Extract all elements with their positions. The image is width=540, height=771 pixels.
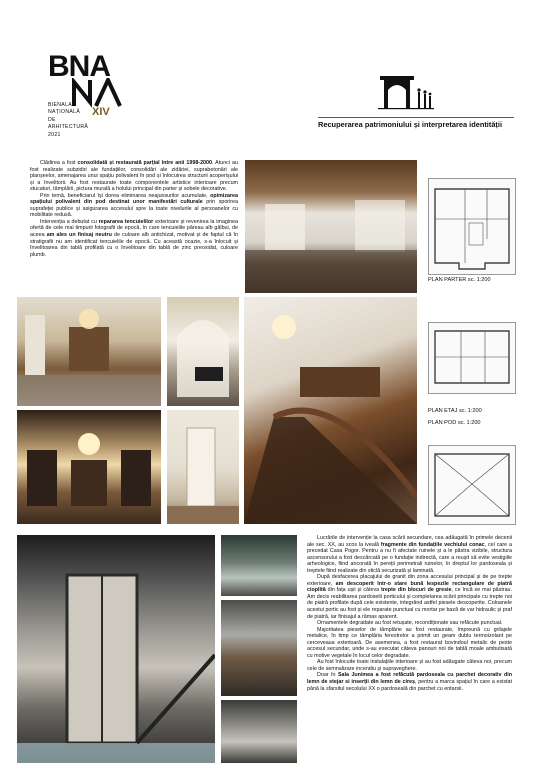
glass-detail-1: [221, 535, 297, 596]
plan-etaj-drawing: [428, 322, 516, 394]
room-photo-d: [167, 410, 239, 524]
logo-line: BIENALA: [48, 102, 73, 108]
paragraph: Doar în Sala Junimea a fost refăcută pardoseala cu parchet decorativ din lemn de stejar si inserții din lemn de cireș, pentru a marca spațiul în care a existat până la sfarsitul secolului XX o pardoseală din parchet cu entarsii.: [307, 672, 512, 692]
hall-photo: [245, 160, 417, 293]
paragraph: Au fost înlocuite toate instalațiile interioare și au fost adăugate câteva noi, precum cele de semnalizare incendiu și supraveghere.: [307, 659, 512, 672]
paragraph: Ornamentele degradate au fost retușate, recondiționate sau refăcute punctual.: [317, 620, 503, 627]
logo-line: ARHITECTURĂ: [48, 124, 89, 131]
text-block-interventions: [307, 535, 512, 692]
glass-detail-3: [221, 700, 297, 763]
header-divider: [318, 117, 514, 118]
page-title: Recuperarea patrimoniului și interpretarea identității: [318, 120, 502, 129]
text-block-intro: [30, 160, 238, 258]
lift-photo: [17, 535, 215, 763]
room-photo-c: [17, 410, 161, 524]
plan-parter-drawing: [428, 178, 516, 275]
bna-logo: [36, 44, 126, 144]
paragraph: Majoritatea pieselor de tâmplărie au fost restaurate, împreună cu grilajele metalice, în timp ce tâmplăria ferestrelor a primit un geam dublu termoizolant pe cerceveaua exterioară. De asemenea, a fost restaurat bovindoul metalic de peste accesul secundar, unde s-au executat câteva panouri noi de tablă moale ambutisată cu motive vegetale în locul celor degradate.: [307, 626, 512, 659]
room-photo-b: [167, 297, 239, 406]
heritage-arch-icon: [378, 74, 434, 114]
plan-etaj-label: PLAN ETAJ sc. 1:200: [428, 408, 482, 414]
logo-line: 2021: [48, 131, 61, 138]
logo-meta: [48, 102, 88, 139]
room-photo-a: [17, 297, 161, 406]
paragraph: Clădirea a fost consolidată și restaurată parțial între anii 1998-2000. Atunci au fost realizate subzidiri ale fundațiilor, consolidări ale zidăriei, suprabetonări ale planșeelor, amenajarea unui spațiu polivalent în pod și înlocuirea structurii acoperișului și a învelitorii. Au fost restaurate toate componentele artistice interioare precum stucaturi, tâmplării, pictura murală a holului principal din parter și sobele decorative.: [30, 160, 238, 193]
paragraph: Prin temă, beneficiarul își dorea eliminarea neajunsurilor acumulate, opimizarea spațiului polivalent din pod destinat unor manifestări culturale prin sporirea suprafeței publice și asigurarea accesului spre la toate nivelurile al persoanelor cu mobilitate redusă.: [30, 192, 238, 219]
logo-line: DE: [48, 116, 56, 123]
paragraph: După desfacerea placajului de granit din zona accesului principal și de pe trepte exterioare, am descoperit într-o stare bună lespezile rectangulare de piatră cioplită din fața ușii și câteva trepte din blocuri de gresie, ce încă se mai păstrau. Am decis reabilitarea pardoselii porticului și completarea scării principale cu trepte noi de piatră profilate după cele existente, integrând astfel piesele descoperite. Coloanele acestui portic au fost și ele reparate punctual cu mortar pe bază de var hidraulic și praf de piatră, iar finisajul a rămas aparent.: [307, 574, 513, 620]
glass-detail-2: [221, 600, 297, 696]
logo-line: NAȚIONALĂ: [48, 109, 81, 116]
paragraph: Lucrările de intervenție la casa scării secundare, cea adăugată în primele decenii ale sec. XX, au scos la iveală fragmente din fundațiile vechiului conac, cel care a precedat Casa Pogor. Pentru a nu fi afectate ruinele și a le păstra vizibile, structura ascensorului a fost descărcată pe o fundație indirectă, care a reușit să evite vestigiile arheologice, fiind ancorată în pereții perimetrali ruinelor, în dreptul lor pardoseala și treptele fiind realizate din sticlă securizată și laminată.: [307, 535, 512, 574]
plan-parter-label: PLAN PARTER sc. 1:200: [428, 277, 491, 283]
logo-edition: XIV: [92, 106, 110, 118]
plan-pod-label: PLAN POD sc. 1:200: [428, 420, 481, 426]
logo-mark: BNA: [48, 50, 110, 83]
paragraph: Intervenția a debutat cu repararea tencuielilor exterioare și revenirea la imaginea ofertă de cele mai timpurii fotografii de epocă, în care tencuielile păreau alb gălbui, de aceea am ales un finisaj neutru de culoare alb antichizat, motivat și de faptul că în stratigrafii nu am identificat tencuielile de epocă. Cu această ocazie, s-a înlocuit și învelitoarea din tablă profilată cu o învelitoare din tablă de zinc preoxidat, culoare plumb.: [30, 218, 238, 258]
plan-pod-drawing: [428, 445, 516, 525]
staircase-photo: [244, 297, 417, 524]
